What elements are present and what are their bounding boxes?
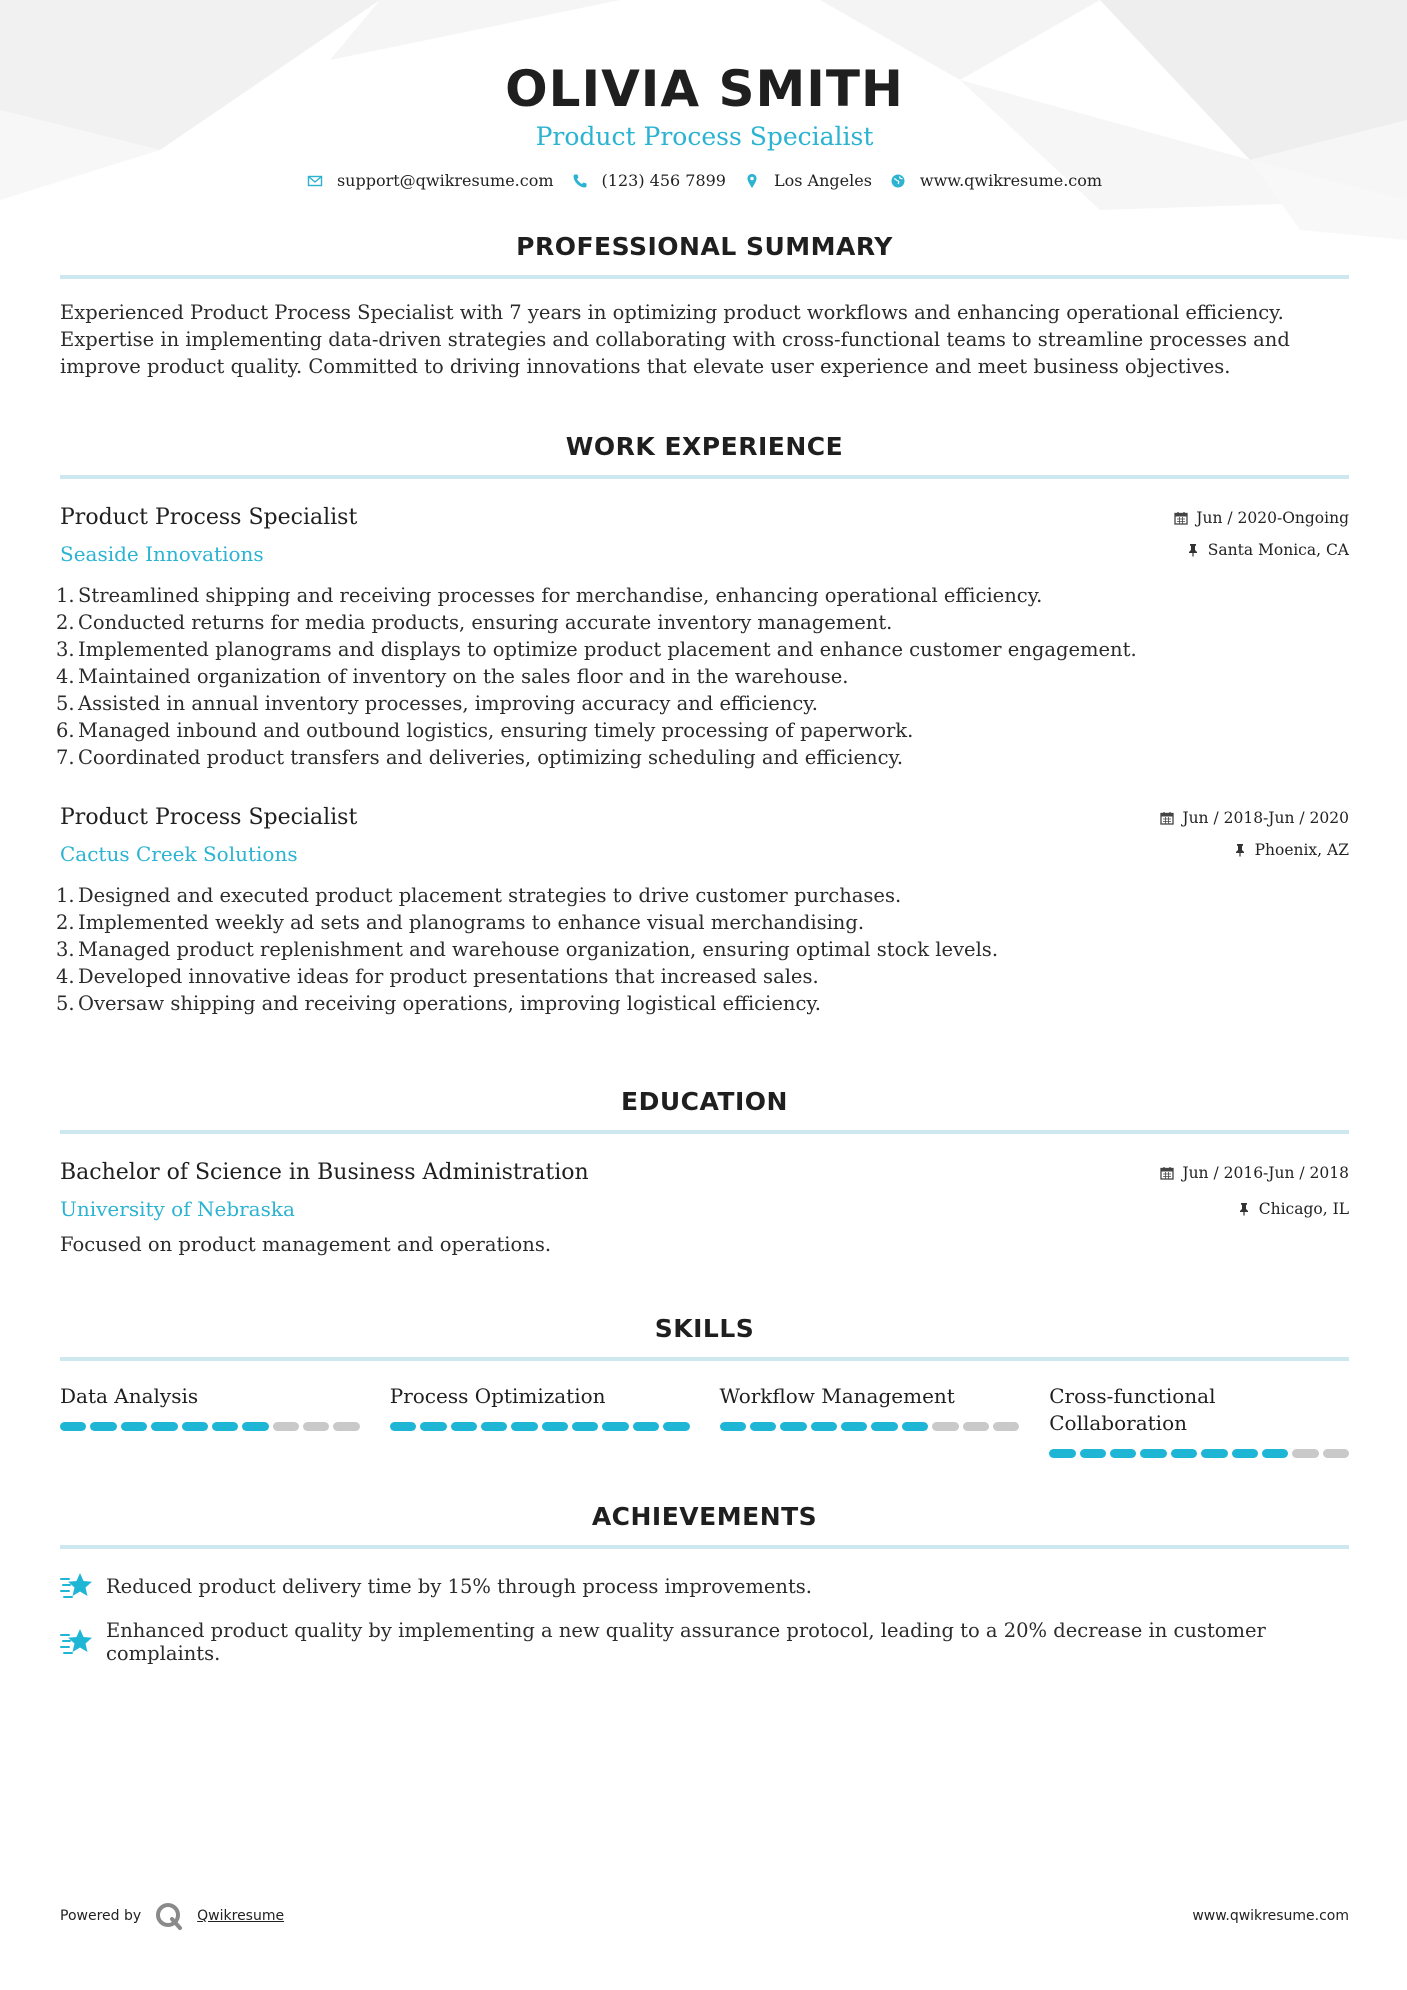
globe-icon bbox=[890, 173, 906, 189]
calendar-icon bbox=[1174, 511, 1188, 525]
skill-segment-filled bbox=[60, 1422, 86, 1431]
job-bullets bbox=[56, 882, 1349, 1017]
job-company: Cactus Creek Solutions bbox=[60, 842, 298, 866]
experience-title: WORK EXPERIENCE bbox=[565, 432, 844, 461]
thumbtack-icon bbox=[1186, 543, 1200, 557]
skill-segment-filled bbox=[1171, 1449, 1197, 1458]
resume-header bbox=[60, 0, 1349, 190]
contact-phone[interactable] bbox=[572, 171, 726, 190]
skill-segment-filled bbox=[151, 1422, 177, 1431]
skill-segment-filled bbox=[1201, 1449, 1227, 1458]
achievement-text: Reduced product delivery time by 15% through process improvements. bbox=[106, 1574, 813, 1598]
list-item: 7. Coordinated product transfers and deliveries, optimizing scheduling and efficiency. bbox=[56, 746, 904, 769]
skill-segment-filled bbox=[871, 1422, 897, 1431]
contact-row bbox=[60, 171, 1349, 190]
job-dates: Jun / 2018-Jun / 2020 bbox=[1182, 809, 1349, 827]
list-item: 2. Conducted returns for media products, ensuring accurate inventory management. bbox=[56, 611, 893, 634]
candidate-role: Product Process Specialist bbox=[535, 122, 874, 151]
resume-page bbox=[56, 0, 1349, 1665]
skill-segment-filled bbox=[1080, 1449, 1106, 1458]
skill-segment-empty bbox=[932, 1422, 958, 1431]
list-item: 4. Developed innovative ideas for product presentations that increased sales. bbox=[56, 965, 819, 988]
candidate-name: OLIVIA SMITH bbox=[505, 60, 904, 118]
calendar-icon bbox=[1160, 1166, 1174, 1180]
skills-title: SKILLS bbox=[654, 1314, 755, 1343]
skill-segment-filled bbox=[602, 1422, 628, 1431]
list-item: 1. Designed and executed product placement strategies to drive customer purchases. bbox=[56, 884, 902, 907]
powered-by bbox=[60, 1900, 284, 1932]
star-icon bbox=[60, 1571, 94, 1601]
skill-segment-filled bbox=[481, 1422, 507, 1431]
job-bullets bbox=[56, 582, 1349, 771]
job-entry bbox=[56, 505, 1349, 771]
skill-segment-filled bbox=[511, 1422, 537, 1431]
powered-by-label: Powered by bbox=[60, 1908, 142, 1924]
skill-segment-filled bbox=[1262, 1449, 1288, 1458]
skill-level-bar bbox=[60, 1422, 360, 1431]
section-divider bbox=[60, 475, 1349, 479]
thumbtack-icon bbox=[1237, 1202, 1251, 1216]
skill-segment-filled bbox=[811, 1422, 837, 1431]
job-entry bbox=[56, 805, 1349, 1017]
section-divider bbox=[60, 1130, 1349, 1134]
skill-segment-filled bbox=[1049, 1449, 1075, 1458]
calendar-icon bbox=[1160, 811, 1174, 825]
list-item: 3. Managed product replenishment and warehouse organization, ensuring optimal stock levels. bbox=[56, 938, 999, 961]
skill-segment-filled bbox=[420, 1422, 446, 1431]
section-divider bbox=[60, 275, 1349, 279]
skill-name: Workflow Management bbox=[719, 1384, 955, 1408]
job-location: Phoenix, AZ bbox=[1254, 841, 1349, 859]
contact-email[interactable] bbox=[307, 171, 554, 190]
envelope-icon bbox=[307, 173, 323, 189]
school: University of Nebraska bbox=[60, 1197, 295, 1221]
skill-name: Cross-functional Collaboration bbox=[1049, 1384, 1216, 1435]
skill-segment-empty bbox=[333, 1422, 359, 1431]
achievements-section bbox=[60, 1502, 1349, 1665]
achievement-item bbox=[60, 1619, 1349, 1665]
list-item: 4. Maintained organization of inventory on the sales floor and in the warehouse. bbox=[56, 665, 849, 688]
skill-level-bar bbox=[1049, 1449, 1349, 1458]
list-item: 2. Implemented weekly ad sets and planograms to enhance visual merchandising. bbox=[56, 911, 865, 934]
job-meta bbox=[1160, 807, 1349, 861]
skill-segment-filled bbox=[1140, 1449, 1166, 1458]
skill-segment-empty bbox=[1292, 1449, 1318, 1458]
list-item: 3. Implemented planograms and displays to optimize product placement and enhance customer engagement. bbox=[56, 638, 1137, 661]
skill-segment-filled bbox=[572, 1422, 598, 1431]
skill-segment-filled bbox=[451, 1422, 477, 1431]
map-pin-icon bbox=[744, 173, 760, 189]
education-meta bbox=[1160, 1162, 1349, 1220]
contact-phone-text: (123) 456 7899 bbox=[601, 171, 726, 190]
skill-segment-filled bbox=[390, 1422, 416, 1431]
education-description: Focused on product management and operations. bbox=[60, 1233, 552, 1256]
job-meta bbox=[1174, 507, 1349, 561]
achievements-title: ACHIEVEMENTS bbox=[591, 1502, 818, 1531]
skill-item bbox=[1049, 1383, 1349, 1458]
skill-segment-filled bbox=[542, 1422, 568, 1431]
skill-name: Data Analysis bbox=[60, 1384, 199, 1408]
skill-segment-filled bbox=[242, 1422, 268, 1431]
skill-name: Process Optimization bbox=[389, 1384, 606, 1408]
list-item: 1. Streamlined shipping and receiving processes for merchandise, enhancing operational efficiency. bbox=[56, 584, 1043, 607]
contact-website-text: www.qwikresume.com bbox=[919, 171, 1103, 190]
footer-website[interactable]: www.qwikresume.com bbox=[1192, 1908, 1349, 1924]
skill-level-bar bbox=[390, 1422, 690, 1431]
job-title: Product Process Specialist bbox=[60, 505, 358, 530]
skill-segment-empty bbox=[303, 1422, 329, 1431]
qwikresume-link[interactable]: Qwikresume bbox=[197, 1908, 285, 1924]
education-entry bbox=[60, 1160, 1349, 1256]
education-dates: Jun / 2016-Jun / 2018 bbox=[1182, 1164, 1349, 1182]
job-title: Product Process Specialist bbox=[60, 805, 358, 830]
contact-location-text: Los Angeles bbox=[773, 171, 872, 190]
education-section bbox=[60, 1087, 1349, 1256]
degree: Bachelor of Science in Business Administration bbox=[60, 1160, 589, 1185]
experience-section bbox=[56, 432, 1349, 1017]
contact-email-text: support@qwikresume.com bbox=[336, 171, 554, 190]
skill-segment-filled bbox=[633, 1422, 659, 1431]
education-title: EDUCATION bbox=[621, 1087, 788, 1116]
skills-section bbox=[60, 1314, 1349, 1458]
skill-segment-filled bbox=[182, 1422, 208, 1431]
qwikresume-logo-icon bbox=[153, 1900, 185, 1932]
skill-segment-empty bbox=[963, 1422, 989, 1431]
achievement-text: Enhanced product quality by implementing a new quality assurance protocol, leading to a 20% decrease in customer complaints. bbox=[106, 1619, 1266, 1665]
skill-segment-filled bbox=[1232, 1449, 1258, 1458]
skill-segment-empty bbox=[1323, 1449, 1349, 1458]
skill-segment-filled bbox=[720, 1422, 746, 1431]
summary-title: PROFESSIONAL SUMMARY bbox=[516, 232, 893, 261]
page-footer bbox=[60, 1900, 1349, 1932]
skill-segment-filled bbox=[663, 1422, 689, 1431]
skill-segment-filled bbox=[780, 1422, 806, 1431]
list-item: 6. Managed inbound and outbound logistics, ensuring timely processing of paperwork. bbox=[56, 719, 914, 742]
phone-icon bbox=[572, 173, 588, 189]
skill-item bbox=[720, 1383, 1020, 1458]
skill-item bbox=[390, 1383, 690, 1458]
skill-segment-filled bbox=[212, 1422, 238, 1431]
thumbtack-icon bbox=[1233, 843, 1247, 857]
star-icon bbox=[60, 1627, 94, 1657]
skill-level-bar bbox=[720, 1422, 1020, 1431]
skill-segment-filled bbox=[121, 1422, 147, 1431]
summary-section bbox=[60, 232, 1349, 380]
skill-segment-filled bbox=[841, 1422, 867, 1431]
skills-grid bbox=[60, 1383, 1349, 1458]
skill-segment-filled bbox=[902, 1422, 928, 1431]
contact-website[interactable] bbox=[890, 171, 1102, 190]
skill-item bbox=[60, 1383, 360, 1458]
job-location: Santa Monica, CA bbox=[1207, 541, 1349, 559]
section-divider bbox=[60, 1357, 1349, 1361]
list-item: 5. Oversaw shipping and receiving operations, improving logistical efficiency. bbox=[56, 992, 821, 1015]
skill-segment-empty bbox=[273, 1422, 299, 1431]
skill-segment-filled bbox=[1110, 1449, 1136, 1458]
section-divider bbox=[60, 1545, 1349, 1549]
achievement-item bbox=[60, 1571, 1349, 1601]
education-location: Chicago, IL bbox=[1258, 1200, 1349, 1218]
job-company: Seaside Innovations bbox=[60, 542, 264, 566]
skill-segment-empty bbox=[993, 1422, 1019, 1431]
list-item: 5. Assisted in annual inventory processes, improving accuracy and efficiency. bbox=[56, 692, 818, 715]
job-dates: Jun / 2020-Ongoing bbox=[1196, 509, 1349, 527]
skill-segment-filled bbox=[750, 1422, 776, 1431]
skill-segment-filled bbox=[90, 1422, 116, 1431]
contact-location bbox=[744, 171, 872, 190]
summary-text: Experienced Product Process Specialist with 7 years in optimizing product workflows and enhancing operational efficiency. Expertise in implementing data-driven strategies and collaborating with cross-functional teams to streamline processes and improve product quality. Committed to driving innovations that elevate user experience and meet business objectives. bbox=[60, 301, 1290, 378]
